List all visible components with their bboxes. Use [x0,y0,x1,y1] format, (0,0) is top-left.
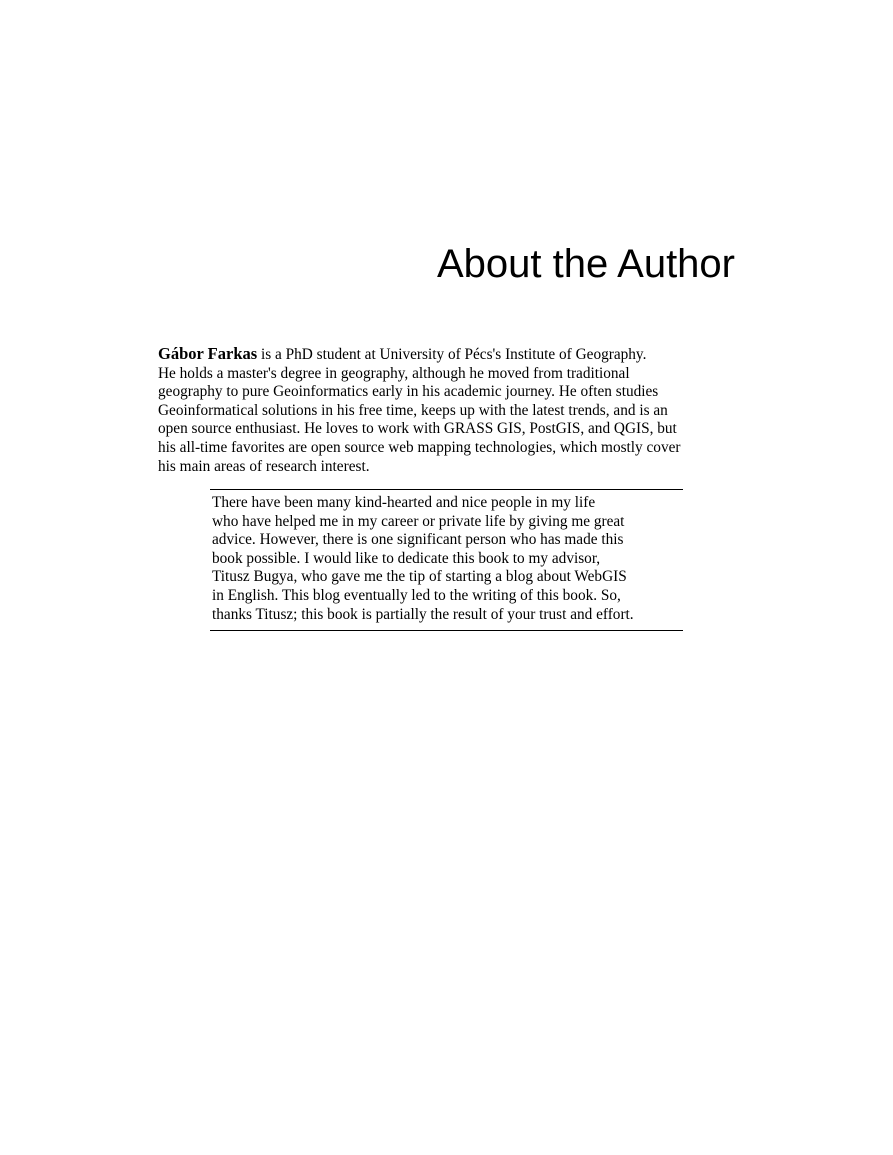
bio-line: his all-time favorites are open source web mapping technologies, which mostly cover [158,438,681,456]
dedication-line: There have been many kind-hearted and nice people in my life [212,494,596,511]
bio-line: Geoinformatical solutions in his free time, keeps up with the latest trends, and is an [158,401,668,419]
bio-line: his main areas of research interest. [158,457,370,475]
dedication-line: book possible. I would like to dedicate this book to my advisor, [212,549,601,567]
dedication-line: who have helped me in my career or private life by giving me great [212,512,625,530]
bio-line: geography to pure Geoinformatics early in his academic journey. He often studies [158,383,659,401]
author-name: Gábor Farkas [158,344,258,363]
dedication-line: Titusz Bugya, who gave me the tip of starting a blog about WebGIS [212,568,627,586]
page-title: About the Author [436,242,735,286]
bio-line [158,345,748,365]
bio-first-line-text: is a PhD student at University of Pécs's Institute of Geography. [257,346,647,363]
dedication-line: in English. This blog eventually led to the writing of this book. So, [212,586,621,604]
bio-line: He holds a master's degree in geography, although he moved from traditional [158,364,630,382]
dedication-box [210,489,683,631]
dedication-line: advice. However, there is one significant person who has made this [212,531,624,549]
bio-line: open source enthusiast. He loves to work with GRASS GIS, PostGIS, and QGIS, but [158,420,677,438]
author-bio [158,345,748,476]
dedication-line: thanks Titusz; this book is partially the result of your trust and effort. [212,605,634,623]
